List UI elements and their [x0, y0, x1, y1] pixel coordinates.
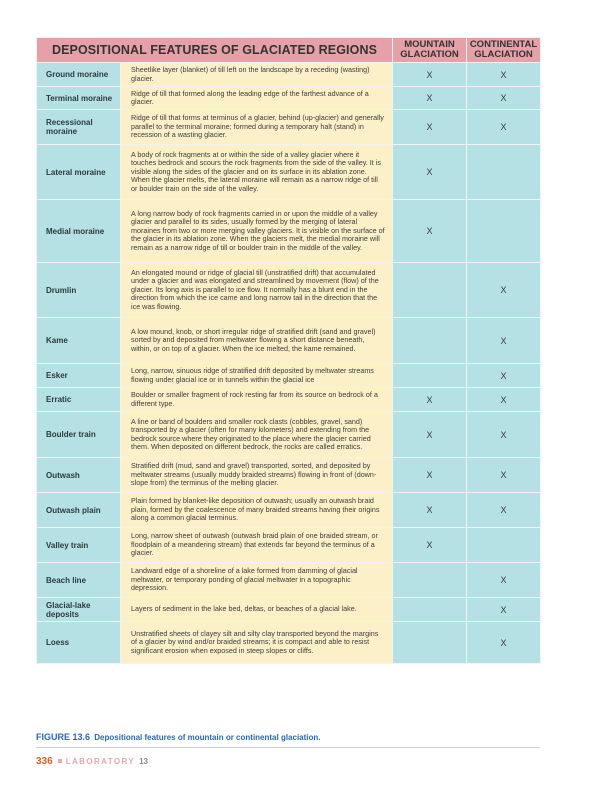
continental-glaciation-mark — [467, 528, 541, 563]
table-row — [37, 528, 541, 563]
continental-glaciation-mark: X — [467, 493, 541, 528]
section-label: LABORATORY — [65, 757, 136, 766]
mountain-glaciation-mark — [393, 263, 467, 318]
feature-description: Long, narrow sheet of outwash (outwash braid plain of one braided stream, or floodplain of a meandering stream) that extends far beyond the terminus of a glacier. — [121, 528, 393, 563]
mountain-glaciation-header: MOUNTAIN GLACIATION — [393, 38, 467, 63]
continental-glaciation-mark: X — [467, 263, 541, 318]
feature-description: Long, narrow, sinuous ridge of stratified drift deposited by meltwater streams flowing under glacial ice or in tunnels within the glacial ice — [121, 364, 393, 388]
continental-glaciation-mark: X — [467, 412, 541, 458]
feature-name: Outwash — [37, 458, 121, 493]
page-number: 336 — [36, 756, 53, 767]
feature-description: Stratified drift (mud, sand and gravel) transported, sorted, and deposited by meltwater streams (usually muddy braided streams) flowing in front of (down-slope from) the terminus of the melting glacier. — [121, 458, 393, 493]
table-row — [37, 110, 541, 145]
continental-glaciation-mark — [467, 145, 541, 200]
mountain-glaciation-mark: X — [393, 110, 467, 145]
glacial-features-table-container — [36, 37, 540, 664]
table-row — [37, 263, 541, 318]
feature-description: Landward edge of a shoreline of a lake formed from damming of glacial meltwater, or temporary ponding of glacial meltwater in a topographic depression. — [121, 563, 393, 598]
continental-glaciation-mark: X — [467, 388, 541, 412]
mountain-glaciation-mark: X — [393, 200, 467, 263]
continental-glaciation-mark: X — [467, 63, 541, 87]
feature-name: Beach line — [37, 563, 121, 598]
mountain-glaciation-mark: X — [393, 87, 467, 110]
mountain-glaciation-mark: X — [393, 528, 467, 563]
table-row — [37, 87, 541, 110]
mountain-glaciation-mark: X — [393, 145, 467, 200]
feature-description: Boulder or smaller fragment of rock resting far from its source on bedrock of a different type. — [121, 388, 393, 412]
mountain-glaciation-mark: X — [393, 458, 467, 493]
figure-caption-text: Depositional features of mountain or continental glaciation. — [94, 733, 321, 742]
feature-name: Lateral moraine — [37, 145, 121, 200]
table-row — [37, 145, 541, 200]
continental-glaciation-mark: X — [467, 458, 541, 493]
footer-divider — [36, 747, 540, 748]
figure-number: FIGURE 13.6 — [36, 732, 91, 742]
continental-glaciation-header: CONTINENTAL GLACIATION — [467, 38, 541, 63]
table-row — [37, 622, 541, 664]
continental-glaciation-mark: X — [467, 563, 541, 598]
square-bullet-icon — [58, 759, 62, 763]
page-footer — [36, 756, 148, 767]
mountain-glaciation-mark — [393, 563, 467, 598]
feature-name: Loess — [37, 622, 121, 664]
table-row — [37, 200, 541, 263]
table-row — [37, 318, 541, 364]
feature-name: Boulder train — [37, 412, 121, 458]
feature-name: Recessional moraine — [37, 110, 121, 145]
feature-name: Esker — [37, 364, 121, 388]
feature-name: Medial moraine — [37, 200, 121, 263]
continental-glaciation-mark: X — [467, 318, 541, 364]
feature-description: A long narrow body of rock fragments carried in or upon the middle of a valley glacier and parallel to its sides, usually formed by the merging of lateral moraines from two or more merging valley glaciers. It is visible on the surface of the glacier in its ablation zone. When the glaciers melt, the medial moraine will remain as a narrow ridge of till or boulder train in the middle of the valley. — [121, 200, 393, 263]
mountain-glaciation-mark — [393, 622, 467, 664]
table-row — [37, 412, 541, 458]
table-row — [37, 598, 541, 622]
feature-name: Drumlin — [37, 263, 121, 318]
feature-description: Layers of sediment in the lake bed, deltas, or beaches of a glacial lake. — [121, 598, 393, 622]
table-row — [37, 493, 541, 528]
feature-name: Kame — [37, 318, 121, 364]
feature-description: A line or band of boulders and smaller rock clasts (cobbles, gravel, sand) transported by a glacier (often for many kilometers) and extending from the bedrock source where they originated to the place where the glacier carried them. When deposited on different bedrock, the rocks are called erratics. — [121, 412, 393, 458]
feature-description: A body of rock fragments at or within the side of a valley glacier where it touches bedrock and scours the rock fragments from the side of the valley. It is visible along the sides of the glacier and on its surface in its ablation zone. When the glacier melts, the lateral moraine will remain as a narrow ridge of till or boulder train on the side of the valley. — [121, 145, 393, 200]
feature-name: Ground moraine — [37, 63, 121, 87]
glacial-features-table — [36, 37, 541, 664]
continental-glaciation-mark: X — [467, 598, 541, 622]
feature-name: Terminal moraine — [37, 87, 121, 110]
feature-description: Ridge of till that forms at terminus of a glacier, behind (up-glacier) and generally parallel to the terminal moraine; formed during a temporary halt (stand) in recession of a wasting glacier. — [121, 110, 393, 145]
mountain-glaciation-mark: X — [393, 493, 467, 528]
continental-glaciation-mark: X — [467, 87, 541, 110]
feature-description: Unstratified sheets of clayey silt and silty clay transported beyond the margins of a glacier by wind and/or braided streams; it is compact and able to resist significant erosion when exposed in steep slopes or cliffs. — [121, 622, 393, 664]
feature-name: Valley train — [37, 528, 121, 563]
feature-name: Erratic — [37, 388, 121, 412]
mountain-glaciation-mark — [393, 598, 467, 622]
table-title: DEPOSITIONAL FEATURES OF GLACIATED REGIONS — [37, 38, 393, 63]
table-row — [37, 364, 541, 388]
mountain-glaciation-mark — [393, 318, 467, 364]
feature-name: Outwash plain — [37, 493, 121, 528]
figure-caption — [36, 732, 321, 742]
feature-description: Ridge of till that formed along the leading edge of the farthest advance of a glacier. — [121, 87, 393, 110]
chapter-number: 13 — [139, 757, 148, 766]
mountain-glaciation-mark: X — [393, 63, 467, 87]
table-row — [37, 388, 541, 412]
table-row — [37, 563, 541, 598]
mountain-glaciation-mark — [393, 364, 467, 388]
feature-description: An elongated mound or ridge of glacial till (unstratified drift) that accumulated under a glacier and was elongated and streamlined by movement (flow) of the glacier. Its long axis is parallel to ice flow. It normally has a blunt end in the direction from which the ice came and long narrow tail in the direction that the ice was flowing. — [121, 263, 393, 318]
continental-glaciation-mark: X — [467, 622, 541, 664]
mountain-glaciation-mark: X — [393, 388, 467, 412]
feature-name: Glacial-lake deposits — [37, 598, 121, 622]
continental-glaciation-mark: X — [467, 110, 541, 145]
feature-description: Sheetlike layer (blanket) of till left on the landscape by a receding (wasting) glacier. — [121, 63, 393, 87]
feature-description: A low mound, knob, or short irregular ridge of stratified drift (sand and gravel) sorted by and deposited from meltwater flowing a short distance beneath, within, or on top of a glacier. When the ice melted, the kame remained. — [121, 318, 393, 364]
continental-glaciation-mark: X — [467, 364, 541, 388]
table-body — [37, 63, 541, 664]
table-row — [37, 458, 541, 493]
table-header-row — [37, 38, 541, 63]
table-row — [37, 63, 541, 87]
mountain-glaciation-mark: X — [393, 412, 467, 458]
feature-description: Plain formed by blanket-like deposition of outwash; usually an outwash braid plain, formed by the coalescence of many braided streams having their origins along a common glacial terminus. — [121, 493, 393, 528]
continental-glaciation-mark — [467, 200, 541, 263]
